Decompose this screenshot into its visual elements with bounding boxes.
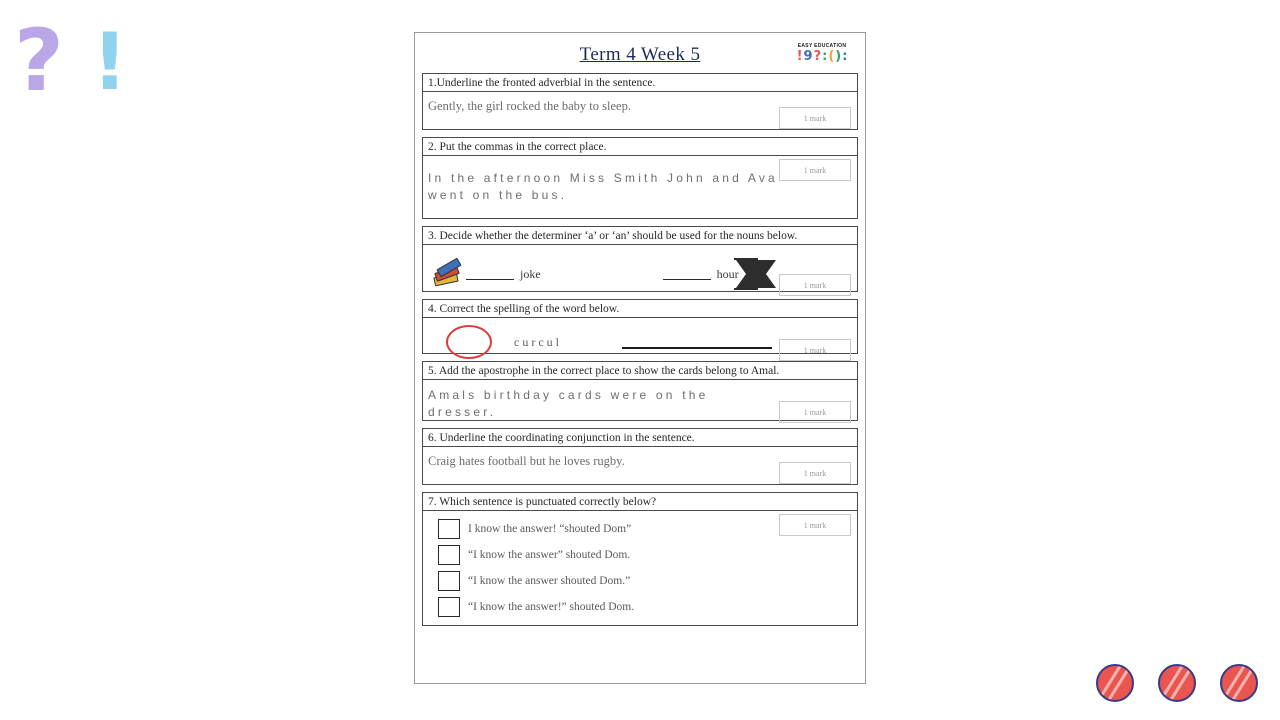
question-7-option-4[interactable] (428, 594, 852, 620)
question-6 (422, 428, 858, 485)
question-1 (422, 73, 858, 130)
question-3-blank-2[interactable] (663, 268, 711, 280)
question-3-prompt: 3. Decide whether the determiner ‘a’ or ‘an’ should be used for the nouns below. (423, 227, 857, 245)
question-3-noun-1: joke (520, 266, 541, 281)
question-5-answer-line-2: dresser. (428, 405, 497, 419)
exclamation-mark-icon: ! (92, 18, 128, 108)
brand-logo (788, 43, 856, 63)
question-1-mark-box: 1 mark (779, 107, 851, 129)
worksheet-header (422, 41, 858, 73)
question-2-answer-area[interactable] (423, 156, 857, 210)
hourglass-icon (732, 254, 760, 292)
question-7-option-1-label: I know the answer! “shouted Dom” (468, 523, 632, 535)
logo-glyphs (788, 50, 856, 63)
checkbox-option-2[interactable] (438, 545, 460, 565)
question-7-option-3[interactable] (428, 568, 852, 594)
logo-glyph-6: ) (835, 49, 842, 64)
books-icon (432, 261, 462, 287)
logo-glyph-1: ! (796, 49, 803, 64)
decorative-stamps (1096, 664, 1258, 702)
question-4-answer-line[interactable] (622, 335, 772, 349)
logo-glyph-3: ? (813, 49, 822, 64)
logo-glyph-2: 9 (803, 49, 813, 64)
question-5-answer-area[interactable] (423, 380, 857, 427)
question-7-answer-area[interactable] (423, 511, 857, 624)
checkbox-option-4[interactable] (438, 597, 460, 617)
question-7-mark-box: 1 mark (779, 514, 851, 536)
logo-glyph-7: : (842, 49, 848, 64)
question-4-prompt: 4. Correct the spelling of the word below. (423, 300, 857, 318)
stamp-icon-3 (1220, 664, 1258, 702)
question-6-prompt: 6. Underline the coordinating conjunction in the sentence. (423, 429, 857, 447)
question-2-answer-line-1: In the afternoon Miss Smith John and Ava (428, 171, 778, 185)
stamp-icon-1 (1096, 664, 1134, 702)
page-title: Term 4 Week 5 (579, 44, 701, 65)
question-4-answer-area[interactable] (423, 318, 857, 365)
question-5-mark-box: 1 mark (779, 401, 851, 423)
question-3-blank-1[interactable] (466, 268, 514, 280)
question-3-noun-2: hour (716, 266, 739, 281)
question-7 (422, 492, 858, 626)
worksheet-sheet (414, 32, 866, 684)
question-2-mark-box: 1 mark (779, 159, 851, 181)
question-6-mark-box: 1 mark (779, 462, 851, 484)
question-7-option-3-label: “I know the answer shouted Dom.” (468, 575, 631, 587)
logo-glyph-4: : (822, 49, 828, 64)
question-7-option-2-label: “I know the answer” shouted Dom. (468, 549, 631, 561)
question-7-option-2[interactable] (428, 542, 852, 568)
question-7-prompt: 7. Which sentence is punctuated correctly below? (423, 493, 857, 511)
red-circle-annotation (446, 325, 492, 359)
stamp-icon-2 (1158, 664, 1196, 702)
question-5-answer-line-1: Amals birthday cards were on the (428, 388, 709, 402)
question-2-answer-line-2: went on the bus. (428, 188, 568, 202)
question-4-word: curcul (514, 334, 562, 349)
question-6-answer-area[interactable] (423, 447, 857, 488)
question-4 (422, 299, 858, 354)
question-6-answer: Craig hates football but he loves rugby. (428, 454, 625, 468)
question-3 (422, 226, 858, 292)
brand-name: EASY EDUCATION (797, 43, 847, 49)
question-1-prompt: 1.Underline the fronted adverbial in the sentence. (423, 74, 857, 92)
question-3-mark-box: 1 mark (779, 274, 851, 296)
decorative-marks (14, 11, 134, 111)
question-1-answer-area[interactable] (423, 92, 857, 133)
question-3-answer-area[interactable] (423, 245, 857, 300)
question-5 (422, 361, 858, 421)
checkbox-option-1[interactable] (438, 519, 460, 539)
question-4-mark-box: 1 mark (779, 339, 851, 361)
question-mark-icon: ? (14, 11, 64, 111)
checkbox-option-3[interactable] (438, 571, 460, 591)
question-7-option-4-label: “I know the answer!” shouted Dom. (468, 601, 635, 613)
logo-glyph-5: ( (828, 49, 835, 64)
question-2-prompt: 2. Put the commas in the correct place. (423, 138, 857, 156)
question-1-answer: Gently, the girl rocked the baby to sleep. (428, 99, 631, 113)
question-5-prompt: 5. Add the apostrophe in the correct place to show the cards belong to Amal. (423, 362, 857, 380)
question-2 (422, 137, 858, 219)
